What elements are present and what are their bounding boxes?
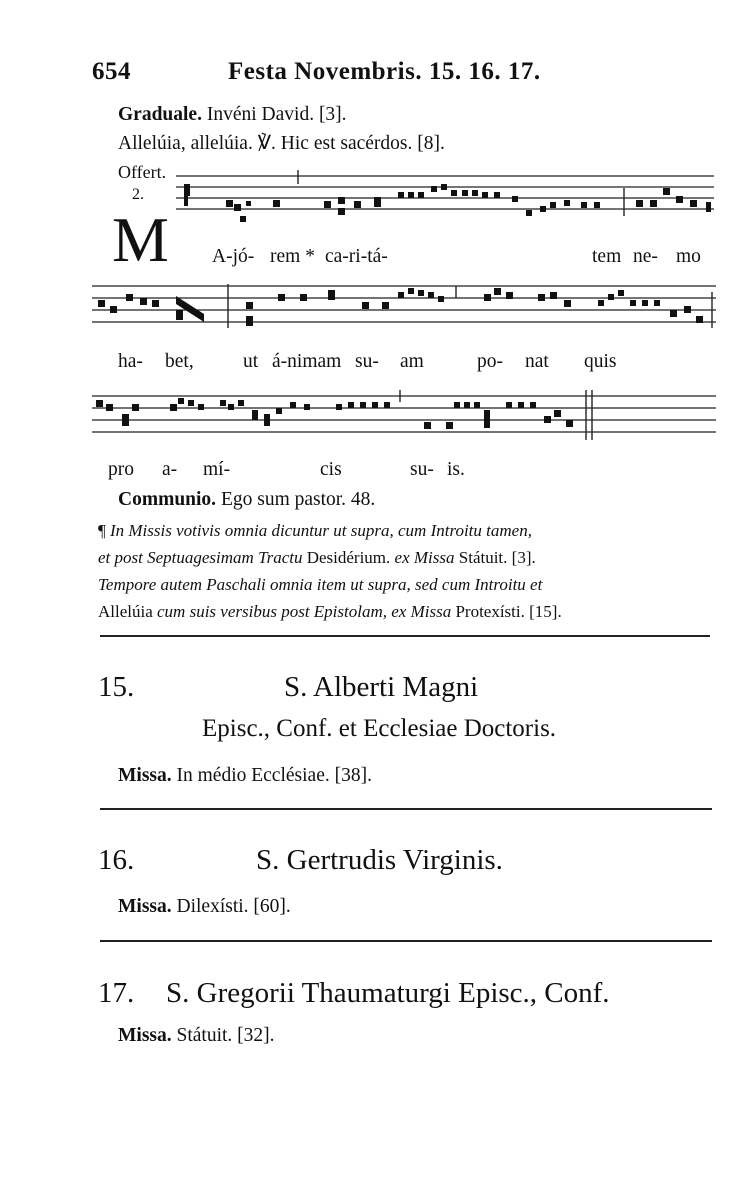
section-divider — [100, 635, 710, 637]
syllable: is. — [447, 459, 465, 480]
gradual-line — [118, 104, 347, 126]
syllable: ut — [243, 351, 259, 372]
missa-label: Missa. — [118, 1025, 172, 1046]
missa-label: Missa. — [118, 765, 172, 786]
rubric-text: ex Missa — [394, 548, 455, 567]
syllable: su- — [410, 459, 434, 480]
chant-staff-2 — [92, 278, 718, 338]
rubric-line — [98, 571, 730, 598]
rubric-line — [98, 544, 730, 571]
chant-neumes — [184, 170, 711, 222]
syllable: ca-ri-tá- — [325, 246, 388, 267]
missa-line — [118, 1025, 275, 1047]
feast-title: S. Gertrudis Virginis. — [256, 844, 503, 876]
syllable: rem * — [270, 246, 315, 267]
feast-subtitle: Episc., Conf. et Ecclesiae Doctoris. — [202, 715, 557, 742]
missa-line — [118, 896, 291, 918]
rubric-text: Státuit. [3]. — [454, 548, 536, 567]
rubric-line — [98, 598, 730, 625]
rubric-text: Desidérium. — [302, 548, 395, 567]
feast-title: S. Gregorii Thaumaturgi Episc., Conf. — [166, 977, 610, 1009]
offertory-label: Offert. — [118, 162, 167, 182]
communion-text: Ego sum pastor. 48. — [216, 489, 376, 510]
chant-staff-1 — [176, 170, 716, 226]
syllable: mí- — [203, 459, 231, 480]
drop-cap-initial: M — [112, 204, 169, 275]
syllable: tem — [592, 246, 622, 267]
syllable: cis — [320, 459, 342, 480]
syllable: ha- — [118, 351, 143, 372]
chant-neumes — [98, 284, 712, 328]
gradual-label: Graduale. — [118, 104, 202, 125]
rubric-notes — [98, 517, 730, 625]
feast-number: 15. — [98, 671, 135, 703]
syllable: mo — [676, 246, 701, 267]
syllable: bet, — [165, 351, 194, 372]
syllable: á-nimam — [272, 351, 342, 372]
rubric-text: Protexísti. [15]. — [451, 602, 562, 621]
feast-number: 16. — [98, 844, 135, 876]
missa-line — [118, 765, 372, 787]
syllable: quis — [584, 351, 617, 372]
rubric-text: Allelúia — [98, 602, 153, 621]
section-divider — [100, 940, 712, 942]
missa-text: In médio Ecclésiae. [38]. — [171, 765, 372, 786]
staff-lines — [176, 176, 714, 209]
alleluia-line: Allelúia, allelúia. ℣. Hic est sacérdos. [8]. — [118, 133, 445, 154]
syllable: a- — [162, 459, 178, 480]
section-divider — [100, 808, 712, 810]
page-number: 654 — [92, 58, 131, 85]
rubric-text: et post Septuagesimam Tractu — [98, 548, 303, 567]
syllable: am — [400, 351, 424, 372]
communion-line — [118, 489, 375, 511]
syllable: pro — [108, 459, 134, 480]
gradual-text: Invéni David. [3]. — [201, 104, 347, 125]
syllable: nat — [525, 351, 549, 372]
pilcrow-mark: ¶ — [98, 521, 106, 540]
rubric-text: cum suis versibus post Epistolam, ex Missa — [152, 602, 452, 621]
syllable: po- — [477, 351, 503, 372]
rubric-text: In Missis votivis omnia dicuntur ut supra, cum Introitu tamen, — [109, 521, 532, 540]
missa-text: Dilexísti. [60]. — [171, 896, 291, 917]
syllable: su- — [355, 351, 379, 372]
staff-lines — [92, 396, 716, 432]
rubric-line — [98, 517, 730, 544]
chant-staff-3 — [92, 390, 718, 446]
rubric-text: Tempore autem Paschali omnia item ut supra, sed cum Introitu et — [98, 575, 543, 594]
missa-text: Státuit. [32]. — [171, 1025, 275, 1046]
offertory-mode: 2. — [132, 186, 144, 203]
running-title: Festa Novembris. 15. 16. 17. — [228, 58, 541, 85]
syllable: A-jó- — [212, 246, 255, 267]
feast-title: S. Alberti Magni — [284, 671, 479, 703]
feast-number: 17. — [98, 977, 135, 1009]
communion-label: Communio. — [118, 489, 217, 510]
syllable: ne- — [633, 246, 658, 267]
missa-label: Missa. — [118, 896, 172, 917]
